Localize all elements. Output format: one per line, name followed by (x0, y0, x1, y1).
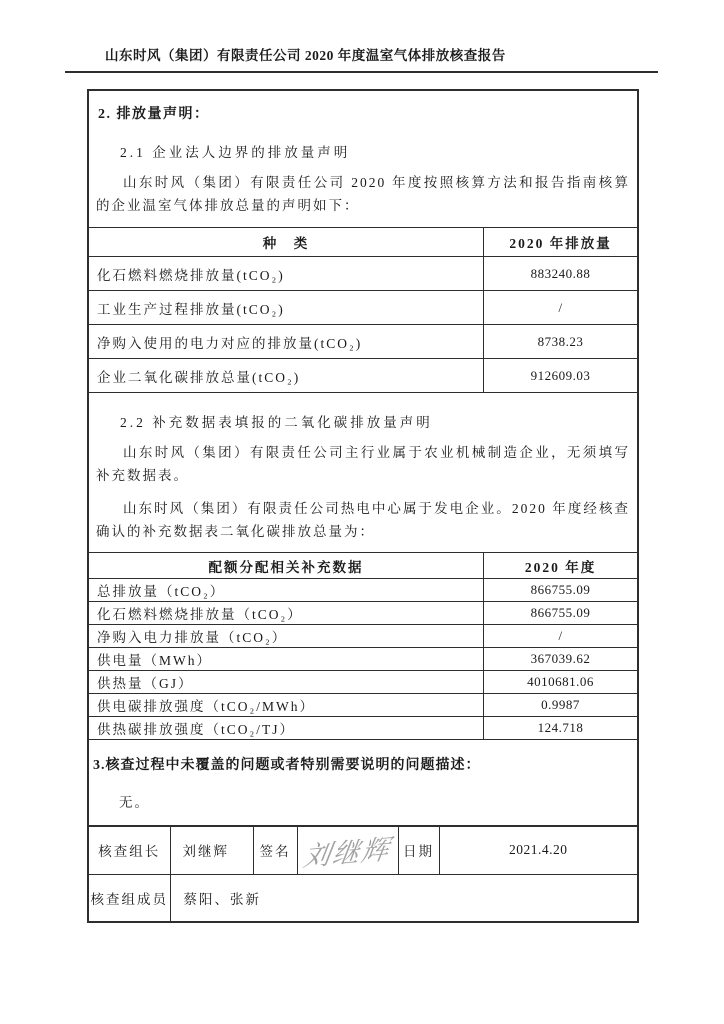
section-3-body: 无。 (119, 795, 150, 810)
heat-supply-label: 供热量（GJ） (89, 671, 484, 694)
date-label: 日期 (398, 826, 439, 874)
table-row (89, 579, 637, 602)
signature-cell (297, 826, 398, 874)
document-title: 山东时风（集团）有限责任公司 2020 年度温室气体排放核查报告 (105, 48, 506, 63)
heat-carbon-intensity-label: 供热碳排放强度（tCO₂/TJ） (89, 717, 484, 740)
section-2-1-heading: 2.1 企业法人边界的排放量声明 (120, 145, 351, 160)
section-3-heading: 3.核查过程中未覆盖的问题或者特别需要说明的问题描述： (93, 758, 481, 773)
team-members-names: 蔡阳、张新 (170, 874, 638, 922)
fossil-fuel-emission-value: 883240.88 (484, 257, 637, 291)
table-row (89, 717, 637, 740)
section-2-heading: 2. 排放量声明： (98, 107, 210, 122)
table-header-row (89, 228, 637, 257)
quota-data-column-header: 配额分配相关补充数据 (89, 553, 484, 579)
table-row (89, 257, 637, 291)
supplementary-data-table (89, 552, 637, 740)
team-leader-row (88, 826, 638, 874)
purchased-electricity-emission-value: 8738.23 (484, 325, 637, 359)
table-header-row (89, 553, 637, 579)
year-column-header: 2020 年度 (484, 553, 637, 579)
year-emission-column-header: 2020 年排放量 (484, 228, 637, 257)
category-column-header: 种 类 (89, 228, 484, 257)
power-supply-label: 供电量（MWh） (89, 648, 484, 671)
table-row (89, 671, 637, 694)
total-co2-emission-label: 企业二氧化碳排放总量(tCO₂) (89, 359, 484, 393)
heat-carbon-intensity-value: 124.718 (484, 717, 637, 740)
table-row (89, 291, 637, 325)
section-2-2-paragraph-2: 山东时风（集团）有限责任公司热电中心属于发电企业。2020 年度经核查确认的补充数据表二氧化碳排放总量为： (96, 501, 630, 539)
heat-supply-value: 4010681.06 (484, 671, 637, 694)
section-2-2-heading: 2.2 补充数据表填报的二氧化碳排放量声明 (120, 415, 433, 430)
legal-boundary-emissions-table (89, 227, 637, 393)
section-2-2-paragraph-1: 山东时风（集团）有限责任公司主行业属于农业机械制造企业，无须填写补充数据表。 (96, 445, 630, 483)
fossil-fuel-combustion-value: 866755.09 (484, 602, 637, 625)
power-supply-value: 367039.62 (484, 648, 637, 671)
team-members-label: 核查组成员 (88, 874, 170, 922)
team-leader-label: 核查组长 (88, 826, 170, 874)
fossil-fuel-emission-label: 化石燃料燃烧排放量(tCO₂) (89, 257, 484, 291)
team-leader-name: 刘继辉 (170, 826, 253, 874)
purchased-electricity-emission-label: 净购入使用的电力对应的排放量(tCO₂) (89, 325, 484, 359)
table-row (89, 359, 637, 393)
document-header (65, 44, 658, 73)
section-2-1-paragraph: 山东时风（集团）有限责任公司 2020 年度按照核算方法和报告指南核算的企业温室气体排放总量的声明如下： (96, 175, 630, 213)
total-co2-emission-value: 912609.03 (484, 359, 637, 393)
date-value: 2021.4.20 (439, 826, 638, 874)
total-emission-label: 总排放量（tCO₂） (89, 579, 484, 602)
table-row (89, 625, 637, 648)
industrial-process-emission-label: 工业生产过程排放量(tCO₂) (89, 291, 484, 325)
net-purchased-electricity-value: / (484, 625, 637, 648)
power-carbon-intensity-value: 0.9987 (484, 694, 637, 717)
signature-label: 签名 (253, 826, 297, 874)
report-content-box (87, 89, 639, 825)
fossil-fuel-combustion-label: 化石燃料燃烧排放量（tCO₂） (89, 602, 484, 625)
table-row (89, 325, 637, 359)
verification-signature-table (87, 825, 639, 923)
total-emission-value: 866755.09 (484, 579, 637, 602)
table-row (89, 694, 637, 717)
report-frame (87, 89, 639, 907)
table-row (89, 602, 637, 625)
leader-handwritten-signature: 刘继辉 (301, 833, 393, 873)
power-carbon-intensity-label: 供电碳排放强度（tCO₂/MWh） (89, 694, 484, 717)
table-row (89, 648, 637, 671)
industrial-process-emission-value: / (484, 291, 637, 325)
team-members-row (88, 874, 638, 922)
net-purchased-electricity-label: 净购入电力排放量（tCO₂） (89, 625, 484, 648)
